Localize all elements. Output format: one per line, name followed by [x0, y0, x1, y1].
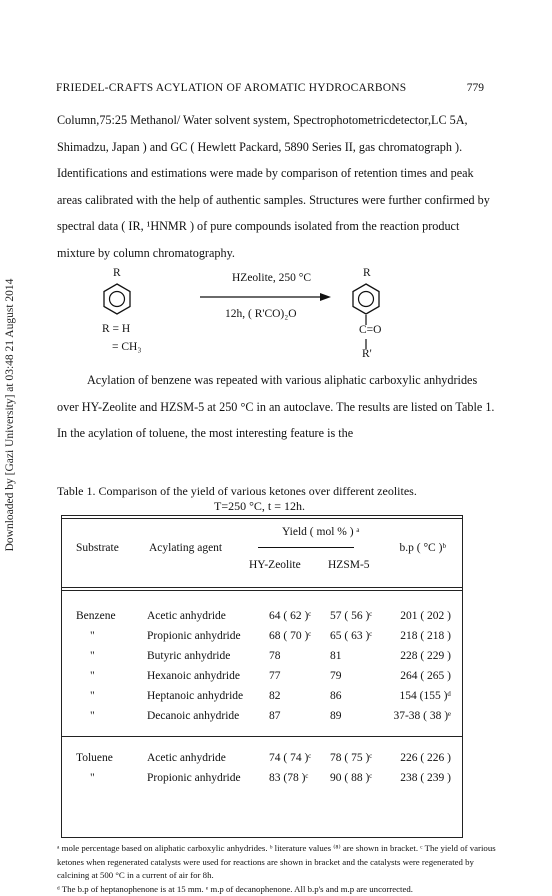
cell-substrate: " — [90, 630, 95, 642]
cell-yield-hy-zeolite: 87 — [269, 710, 281, 722]
header-substrate: Substrate — [76, 542, 119, 554]
yield-span-rule — [258, 546, 354, 549]
cell-substrate: " — [90, 710, 95, 722]
cell-boiling-point: 264 ( 265 ) — [400, 670, 451, 682]
header-hy-zeolite: HY-Zeolite — [249, 559, 301, 571]
cell-yield-hy-zeolite: 83 (78 )ᶜ — [269, 772, 308, 784]
reactant-substituent: R — [113, 267, 121, 279]
header-boiling-point: b.p ( °C )ᵇ — [400, 542, 447, 554]
r-equals-h: R = H — [102, 323, 130, 335]
table-caption — [57, 484, 497, 514]
cell-acylating-agent: Propionic anhydride — [147, 772, 241, 784]
cell-yield-hzsm-5: 78 ( 75 )ᶜ — [330, 752, 372, 764]
header-hzsm-5: HZSM-5 — [328, 559, 370, 571]
cell-yield-hzsm-5: 90 ( 88 )ᶜ — [330, 772, 372, 784]
footnote-a-b-c: ᵃ mole percentage based on aliphatic carboxylic anhydrides. ᵇ literature values ⁽⁸⁾ are shown in bracket. ᶜ The yield of various ketones when regenerated catalysts were used for reactions are shown in bracket and the catalysts were regenerated by calcining at 500 °C in a current of air for 8h. — [57, 842, 497, 883]
carbonyl-group: C=O — [359, 324, 381, 336]
cell-acylating-agent: Acetic anhydride — [147, 610, 226, 622]
cell-yield-hy-zeolite: 68 ( 70 )ᶜ — [269, 630, 311, 642]
cell-boiling-point: 154 (155 )ᵈ — [400, 690, 452, 702]
cell-acylating-agent: Decanoic anhydride — [147, 710, 239, 722]
cell-boiling-point: 228 ( 229 ) — [400, 650, 451, 662]
cell-acylating-agent: Butyric anhydride — [147, 650, 230, 662]
header-rule-double — [62, 590, 462, 591]
cell-yield-hzsm-5: 81 — [330, 650, 342, 662]
reaction-scheme — [80, 268, 500, 368]
header-acylating-agent: Acylating agent — [149, 542, 222, 554]
cell-yield-hy-zeolite: 64 ( 62 )ᶜ — [269, 610, 311, 622]
cell-yield-hzsm-5: 86 — [330, 690, 342, 702]
cell-boiling-point: 238 ( 239 ) — [400, 772, 451, 784]
cell-yield-hzsm-5: 65 ( 63 )ᶜ — [330, 630, 372, 642]
cell-boiling-point: 226 ( 226 ) — [400, 752, 451, 764]
cell-yield-hy-zeolite: 77 — [269, 670, 281, 682]
cell-substrate: " — [90, 690, 95, 702]
yield-table — [61, 515, 463, 838]
table-caption-title: Table 1. Comparison of the yield of various ketones over different zeolites. — [57, 484, 417, 498]
paragraph-results: Acylation of benzene was repeated with various aliphatic carboxylic anhydrides over HY-Zeolite and HZSM-5 at 250 °C in an autoclave. The results are listed on Table 1. In the acylation of toluene, the most interesting feature is the — [57, 367, 497, 447]
cell-yield-hzsm-5: 79 — [330, 670, 342, 682]
cell-yield-hy-zeolite: 78 — [269, 650, 281, 662]
benzene-ring-product — [351, 282, 381, 316]
table-top-inner-rule — [62, 518, 462, 519]
cell-acylating-agent: Hexanoic anhydride — [147, 670, 240, 682]
reaction-arrow-icon — [198, 292, 333, 302]
header-yield: Yield ( mol % ) ᵃ — [282, 526, 360, 538]
cell-substrate: " — [90, 670, 95, 682]
product-r-prime: R' — [362, 348, 372, 360]
cell-substrate: Benzene — [76, 610, 116, 622]
cell-substrate: " — [90, 772, 95, 784]
download-note: Downloaded by [Gazi University] at 03:48 21 August 2014 — [4, 279, 16, 552]
cell-yield-hzsm-5: 89 — [330, 710, 342, 722]
cell-yield-hy-zeolite: 82 — [269, 690, 281, 702]
product-substituent: R — [363, 267, 371, 279]
condition-catalyst: HZeolite, 250 °C — [232, 272, 311, 284]
cell-yield-hzsm-5: 57 ( 56 )ᶜ — [330, 610, 372, 622]
download-watermark — [2, 230, 18, 600]
condition-reagent: 12h, ( R'CO)₂O — [225, 308, 297, 320]
table-footnotes — [57, 842, 497, 896]
page-number: 779 — [467, 82, 484, 94]
cell-acylating-agent: Propionic anhydride — [147, 630, 241, 642]
cell-acylating-agent: Acetic anhydride — [147, 752, 226, 764]
header-rule — [62, 587, 462, 588]
cell-acylating-agent: Heptanoic anhydride — [147, 690, 243, 702]
cell-boiling-point: 37-38 ( 38 )ᵉ — [393, 710, 451, 722]
cell-yield-hy-zeolite: 74 ( 74 )ᶜ — [269, 752, 311, 764]
cell-substrate: " — [90, 650, 95, 662]
paragraph-methods: Column,75:25 Methanol/ Water solvent system, Spectrophotometricdetector,LC 5A, Shimadzu, Japan ) and GC ( Hewlett Packard, 5890 Series II, gas chromatograph ). Identifications and estimations were made by comparison of retention times and peak areas calibrated with the help of authentic samples. Structures were further confirmed by spectral data ( IR, ¹HNMR ) of pure compounds isolated from the reaction product mixture by column chromatography. — [57, 107, 497, 266]
cell-boiling-point: 218 ( 218 ) — [400, 630, 451, 642]
group-separator-rule — [62, 736, 462, 737]
benzene-ring-reactant — [102, 282, 132, 316]
cell-substrate: Toluene — [76, 752, 113, 764]
table-caption-conditions: T=250 °C, t = 12h. — [57, 499, 497, 514]
cell-boiling-point: 201 ( 202 ) — [400, 610, 451, 622]
footnote-d-e: ᵈ The b.p of heptanophenone is at 15 mm. ᵉ m.p of decanophenone. All b.p's and m.p are uncorrected. — [57, 883, 497, 896]
r-equals-ch3: = CH₃ — [112, 341, 141, 353]
running-header: FRIEDEL-CRAFTS ACYLATION OF AROMATIC HYDROCARBONS — [56, 82, 482, 94]
